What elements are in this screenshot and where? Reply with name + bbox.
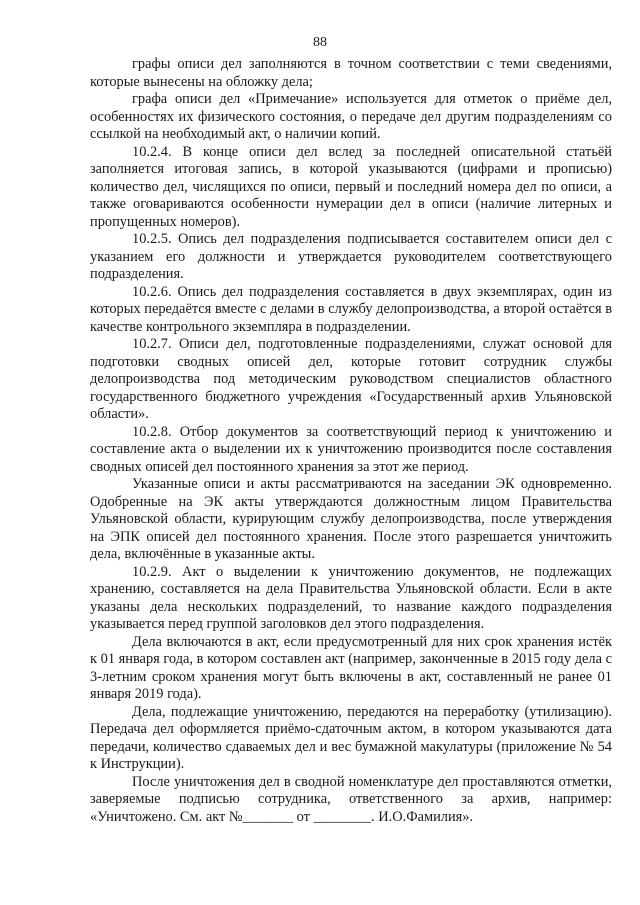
paragraph: Дела, подлежащие уничтожению, передаются на переработку (утилизацию). Передача дел оформляется приёмо-сдаточным актом, в котором указываются дата передачи, количество сдаваемых дел и вес бумажной макулатуры (приложение № 54 к Инструкции). (90, 703, 612, 772)
page-number: 88 (313, 35, 327, 50)
paragraph: 10.2.6. Опись дел подразделения составляется в двух экземплярах, один из которых передаётся вместе с делами в службу делопроизводства, а второй остаётся в качестве контрольного экземпляра в подразделении. (90, 283, 612, 335)
document-body (90, 56, 612, 826)
paragraph: 10.2.4. В конце описи дел вслед за последней описательной статьёй заполняется итоговая запись, в которой указываются (цифрами и прописью) количество дел, числящихся по описи, первый и последний номера дел по описи, а также оговариваются особенности нумерации дел в описи (наличие литерных и пропущенных номеров). (90, 143, 612, 230)
paragraph: графа описи дел «Примечание» используется для отметок о приёме дел, особенностях их физического состояния, о передаче дел другим подразделениям со ссылкой на необходимый акт, о наличии копий. (90, 91, 612, 142)
paragraph: 10.2.5. Опись дел подразделения подписывается составителем описи дел с указанием его должности и утверждается руководителем соответствующего подразделения. (90, 231, 612, 282)
paragraph: 10.2.9. Акт о выделении к уничтожению документов, не подлежащих хранению, составляется на дела Правительства Ульяновской области. Если в акте указаны дела нескольких подразделений, то название каждого подразделения указывается перед группой заголовков дел этого подразделения. (90, 563, 612, 632)
paragraph: Дела включаются в акт, если предусмотренный для них срок хранения истёк к 01 января года, в котором составлен акт (например, законченные в 2015 году дела с 3-летним сроком хранения могут быть включены в акт, составленный не ранее 01 января 2019 года). (90, 633, 612, 702)
paragraph: Указанные описи и акты рассматриваются на заседании ЭК одновременно. Одобренные на ЭК акты утверждаются должностным лицом Правительства Ульяновской области, курирующим службу делопроизводства, после утверждения на ЭПК описей дел постоянного хранения. После этого разрешается уничтожить дела, включённые в указанные акты. (90, 476, 612, 562)
paragraph: 10.2.8. Отбор документов за соответствующий период к уничтожению и составление акта о выделении их к уничтожению производится после составления сводных описей дел постоянного хранения за этот же период. (90, 423, 612, 475)
paragraph: После уничтожения дел в сводной номенклатуре дел проставляются отметки, заверяемые подписью сотрудника, ответственного за архив, например: «Уничтожено. См. акт №_______ от ________. И.О.Фамилия». (90, 773, 612, 825)
paragraph: графы описи дел заполняются в точном соответствии с теми сведениями, которые вынесены на обложку дела; (90, 56, 612, 90)
paragraph: 10.2.7. Описи дел, подготовленные подразделениями, служат основой для подготовки сводных описей дел, которые готовит сотрудник службы делопроизводства под методическим руководством специалистов областного государственного бюджетного учреждения «Государственный архив Ульяновской области». (90, 336, 612, 422)
